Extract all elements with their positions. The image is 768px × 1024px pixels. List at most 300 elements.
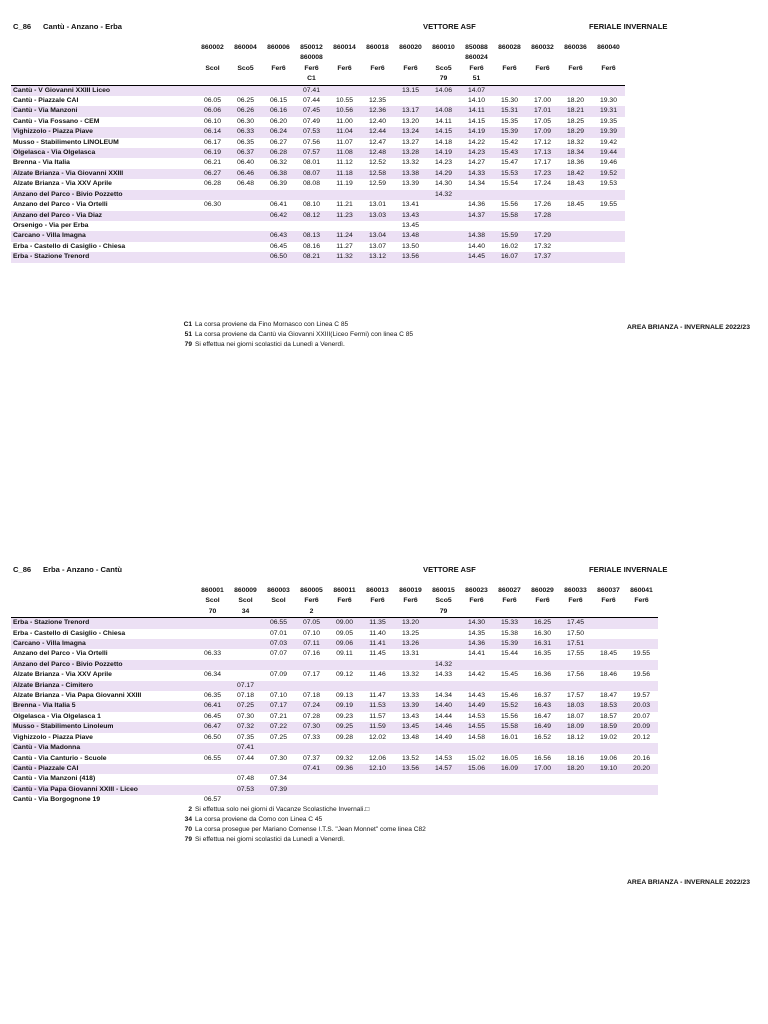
time-cell: 06.27 [262,138,295,148]
time-cell: 18.07 [559,712,592,722]
time-cell [625,774,658,784]
timetable-section-erba-cantu [0,561,768,886]
table-row [11,691,658,701]
time-cell: 13.31 [394,649,427,659]
time-cell [493,743,526,753]
column-header: Fer6 [568,597,583,605]
column-header: Fer6 [601,597,616,605]
time-cell: 06.35 [196,691,229,701]
time-cell: 15.02 [460,754,493,764]
time-cell [592,190,625,200]
column-header: 70 [196,607,229,618]
time-cell: 07.18 [295,691,328,701]
stop-name: Cantù - Via Madonna [11,743,196,753]
time-cell: 17.57 [559,691,592,701]
time-cell: 13.27 [394,138,427,148]
time-cell: 17.45 [559,618,592,629]
footnotes [178,805,426,845]
time-cell: 11.04 [328,127,361,137]
time-cell: 14.15 [460,117,493,127]
column-header: C1 [295,74,328,85]
time-cell: 06.46 [229,169,262,179]
time-cell [427,231,460,241]
column-header [493,53,526,63]
time-cell: 16.09 [493,764,526,774]
time-cell [592,743,625,753]
time-cell: 17.23 [526,169,559,179]
stop-name: Erba - Stazione Trenord [11,252,196,262]
stop-name: Cantù - Via Fossano - CEM [11,117,196,127]
time-cell [196,618,229,629]
footnote-text: Si effettua nei giorni scolastici da Lunedì a Venerdì. [195,341,345,348]
column-header: Fer6 [271,64,286,72]
time-cell: 12.35 [361,96,394,106]
time-cell: 06.28 [262,148,295,158]
column-header: Fer6 [535,64,550,72]
footnote-text: La corsa proviene da Como con Linea C 45 [195,816,323,823]
time-cell: 12.59 [361,179,394,189]
stop-name: Alzate Brianza - Via XXV Aprile [11,670,196,680]
time-cell [493,190,526,200]
time-cell [229,231,262,241]
stop-name: Brenna - Via Italia 5 [11,701,196,711]
time-cell: 19.56 [625,670,658,680]
time-cell: 16.37 [526,691,559,701]
footnote-text: La corsa proviene da Cantù via Giovanni XXIII(Liceo Fermi) con linea C 85 [195,331,414,338]
header-spacer [11,43,196,53]
time-cell: 06.55 [196,754,229,764]
column-header: Fer6 [337,64,352,72]
header-row [11,64,625,74]
column-header: Fer6 [304,597,319,605]
time-cell: 06.06 [196,106,229,116]
time-cell [460,795,493,805]
header-row [11,607,658,618]
column-header: 79 [427,74,460,85]
time-cell [559,660,592,670]
time-cell: 17.24 [526,179,559,189]
column-header: 860009 [234,587,257,594]
time-cell [196,629,229,639]
time-cell: 07.53 [295,127,328,137]
time-cell: 06.47 [196,722,229,732]
time-cell: 06.41 [196,701,229,711]
column-header [559,607,592,618]
time-cell: 07.39 [262,785,295,795]
time-cell: 06.39 [262,179,295,189]
time-cell: 07.49 [295,117,328,127]
time-cell [559,231,592,241]
time-cell [361,190,394,200]
time-cell: 06.32 [262,158,295,168]
time-cell: 16.25 [526,618,559,629]
time-cell: 09.28 [328,733,361,743]
time-cell [559,85,592,96]
column-header: 850088 [465,44,488,51]
time-cell: 13.12 [361,252,394,262]
stop-name: Cantù - Piazzale CAI [11,96,196,106]
time-cell: 18.20 [559,764,592,774]
time-cell: 15.35 [493,117,526,127]
column-header [394,74,427,85]
time-cell [196,681,229,691]
column-header [394,53,427,63]
time-cell: 13.43 [394,712,427,722]
route-name: Erba - Anzano - Cantù [43,565,123,574]
time-cell: 11.24 [328,231,361,241]
time-cell [229,764,262,774]
time-cell [592,231,625,241]
time-cell: 16.31 [526,639,559,649]
time-cell: 16.47 [526,712,559,722]
column-header [526,53,559,63]
time-cell: 06.38 [262,169,295,179]
time-cell [229,795,262,805]
time-cell: 07.32 [229,722,262,732]
time-cell: 15.59 [493,231,526,241]
time-cell: 07.44 [295,96,328,106]
time-cell: 10.56 [328,106,361,116]
time-cell: 15.45 [493,670,526,680]
route-name: Cantù - Anzano - Erba [43,22,123,31]
time-cell [526,85,559,96]
time-cell: 07.17 [295,670,328,680]
section-header [0,18,768,34]
footnote-key: 79 [184,341,192,348]
line-code: C_86 [13,565,32,574]
time-cell: 20.16 [625,754,658,764]
time-cell: 11.12 [328,158,361,168]
column-header: 860014 [333,44,356,51]
time-cell [394,743,427,753]
time-cell: 17.01 [526,106,559,116]
time-cell [394,96,427,106]
time-cell: 11.57 [361,712,394,722]
time-cell: 14.36 [460,200,493,210]
time-cell [262,764,295,774]
time-cell: 06.28 [196,179,229,189]
time-cell [196,774,229,784]
footnote-key: C1 [183,321,192,328]
column-header: Fer6 [304,64,319,72]
time-cell [295,660,328,670]
time-cell [361,85,394,96]
footnote [178,340,413,350]
stop-name: Anzano del Parco - Bivio Pozzetto [11,660,196,670]
line-code: C_86 [13,22,32,31]
time-cell [295,743,328,753]
time-cell [295,774,328,784]
time-cell [592,795,625,805]
stop-name: Anzano del Parco - Via Ortelli [11,200,196,210]
stop-name: Vighizzolo - Piazza Piave [11,733,196,743]
time-cell [229,190,262,200]
time-cell: 19.44 [592,148,625,158]
time-cell: 06.14 [196,127,229,137]
time-cell [262,681,295,691]
footnote-text: La corsa proviene da Fino Mornasco con Linea C 85 [195,321,349,328]
time-cell [229,221,262,231]
time-cell: 14.27 [460,158,493,168]
time-cell: 11.40 [361,629,394,639]
time-cell: 13.52 [394,754,427,764]
table-row [11,649,658,659]
table-row [11,231,625,241]
time-cell: 14.46 [427,722,460,732]
column-header [559,53,592,63]
time-cell: 13.25 [394,629,427,639]
time-cell: 14.43 [460,691,493,701]
time-cell [361,774,394,784]
column-header: 860020 [399,44,422,51]
column-header: Fer6 [370,64,385,72]
time-cell: 07.25 [262,733,295,743]
time-cell: 18.43 [559,179,592,189]
time-cell: 09.06 [328,639,361,649]
time-cell: 13.28 [394,148,427,158]
time-cell [559,252,592,262]
table-row [11,660,658,670]
stop-name: Cantù - Via Manzoni [11,106,196,116]
column-header [526,74,559,85]
time-cell: 07.53 [229,785,262,795]
time-cell [493,85,526,96]
column-header: 860027 [498,587,521,594]
time-cell [394,774,427,784]
time-cell [262,85,295,96]
time-cell: 14.53 [427,754,460,764]
time-cell [328,795,361,805]
column-header: 860003 [267,587,290,594]
time-cell [196,252,229,262]
time-cell: 07.01 [262,629,295,639]
time-cell: 07.35 [229,733,262,743]
time-cell: 13.38 [394,169,427,179]
column-header: Sco5 [435,64,452,72]
time-cell: 15.38 [493,629,526,639]
time-cell: 14.19 [427,148,460,158]
time-cell: 14.15 [427,127,460,137]
time-cell [295,785,328,795]
stop-name: Orsenigo - Via per Erba [11,221,196,231]
header-spacer [11,607,196,618]
column-header [262,74,295,85]
time-cell [592,221,625,231]
time-cell: 06.27 [196,169,229,179]
time-cell: 06.37 [229,148,262,158]
column-header: 860019 [399,587,422,594]
time-cell [559,774,592,784]
time-cell: 13.56 [394,252,427,262]
stop-name: Cantù - Via Manzoni (418) [11,774,196,784]
stop-name: Musso - Stabilimento LINOLEUM [11,138,196,148]
footnote-key: 70 [184,826,192,833]
time-cell: 19.42 [592,138,625,148]
time-cell: 09.13 [328,691,361,701]
footnote [178,835,426,845]
time-cell: 16.56 [526,754,559,764]
time-cell [592,252,625,262]
time-cell: 07.07 [262,649,295,659]
time-cell: 13.56 [394,764,427,774]
column-header [196,74,229,85]
stop-name: Cantù - V Giovanni XXIII Liceo [11,85,196,96]
stop-name: Cantù - Via Canturio - Scuole [11,754,196,764]
time-cell [460,774,493,784]
column-header: 34 [229,607,262,618]
time-cell: 12.02 [361,733,394,743]
time-cell: 14.30 [460,618,493,629]
time-cell [460,743,493,753]
time-cell: 15.47 [493,158,526,168]
time-cell: 06.05 [196,96,229,106]
time-cell: 06.40 [229,158,262,168]
time-cell: 07.10 [295,629,328,639]
time-cell: 07.41 [229,743,262,753]
time-cell: 19.39 [592,127,625,137]
table-row [11,200,625,210]
time-cell: 14.33 [460,169,493,179]
time-cell [229,639,262,649]
time-cell: 13.24 [394,127,427,137]
time-cell: 11.07 [328,138,361,148]
time-cell [229,629,262,639]
time-cell: 14.55 [460,722,493,732]
footnote [178,815,426,825]
time-cell [196,660,229,670]
column-header: 860033 [564,587,587,594]
time-cell: 17.05 [526,117,559,127]
header-spacer [11,64,196,74]
time-cell [460,660,493,670]
time-cell: 17.32 [526,242,559,252]
area-label: AREA BRIANZA - INVERNALE 2022/23 [627,879,750,886]
time-cell: 07.45 [295,106,328,116]
time-cell [559,743,592,753]
footnote-key: 34 [184,816,192,823]
time-cell [229,211,262,221]
column-header [196,53,229,63]
time-cell [262,221,295,231]
time-cell [427,211,460,221]
column-header: 860036 [564,44,587,51]
time-cell [526,795,559,805]
column-header: 860040 [597,44,620,51]
time-cell [592,774,625,784]
time-cell: 11.41 [361,639,394,649]
time-cell: 14.38 [460,231,493,241]
time-cell: 15.06 [460,764,493,774]
time-cell: 14.58 [460,733,493,743]
time-cell [196,231,229,241]
time-cell: 13.50 [394,242,427,252]
time-cell [262,795,295,805]
time-cell: 13.03 [361,211,394,221]
column-header [460,607,493,618]
time-cell: 16.52 [526,733,559,743]
time-cell: 18.21 [559,106,592,116]
time-cell [427,618,460,629]
time-cell: 09.00 [328,618,361,629]
time-cell [427,785,460,795]
time-cell: 19.53 [592,179,625,189]
footnote-text: Si effettua solo nei giorni di Vacanze Scolastiche Invernali.□ [195,806,370,813]
column-header: Fer6 [634,597,649,605]
time-cell: 15.56 [493,712,526,722]
time-cell: 20.03 [625,701,658,711]
time-cell [328,190,361,200]
time-cell [526,190,559,200]
time-cell: 19.52 [592,169,625,179]
time-cell: 18.42 [559,169,592,179]
time-cell: 07.09 [262,670,295,680]
time-cell [295,221,328,231]
time-cell [229,85,262,96]
time-cell: 14.33 [427,670,460,680]
table-row [11,117,625,127]
time-cell: 17.29 [526,231,559,241]
time-cell: 15.58 [493,722,526,732]
time-cell: 07.57 [295,148,328,158]
time-cell: 14.57 [427,764,460,774]
time-cell [526,774,559,784]
time-cell: 13.20 [394,117,427,127]
time-cell: 18.12 [559,733,592,743]
time-cell: 13.32 [394,158,427,168]
time-cell [196,85,229,96]
time-cell: 07.22 [262,722,295,732]
time-cell: 06.15 [262,96,295,106]
time-cell: 15.39 [493,639,526,649]
area-label: AREA BRIANZA - INVERNALE 2022/23 [627,324,750,331]
time-cell: 13.43 [394,211,427,221]
stop-name: Musso - Stabilimento Linoleum [11,722,196,732]
section-header [0,561,768,577]
column-header [328,53,361,63]
time-cell: 07.17 [229,681,262,691]
table-row [11,670,658,680]
column-header [592,53,625,63]
time-cell: 17.56 [559,670,592,680]
column-header: 51 [460,74,493,85]
time-cell: 11.32 [328,252,361,262]
time-cell: 14.07 [460,85,493,96]
column-header: Sco5 [237,64,254,72]
stop-name: Alzate Brianza - Via XXV Aprile [11,179,196,189]
time-cell [526,221,559,231]
header-row [11,74,625,85]
time-cell [361,660,394,670]
time-cell: 08.08 [295,179,328,189]
column-header: 860001 [201,587,224,594]
time-cell: 07.24 [295,701,328,711]
column-header [229,53,262,63]
time-cell: 11.00 [328,117,361,127]
time-cell: 11.53 [361,701,394,711]
time-cell: 15.31 [493,106,526,116]
table-row [11,785,658,795]
time-cell: 09.05 [328,629,361,639]
time-cell [625,743,658,753]
time-cell: 15.42 [493,138,526,148]
time-cell: 11.45 [361,649,394,659]
time-cell: 15.56 [493,200,526,210]
time-cell: 09.19 [328,701,361,711]
time-cell: 13.07 [361,242,394,252]
time-cell [262,660,295,670]
time-cell [427,200,460,210]
header-row [11,586,658,596]
